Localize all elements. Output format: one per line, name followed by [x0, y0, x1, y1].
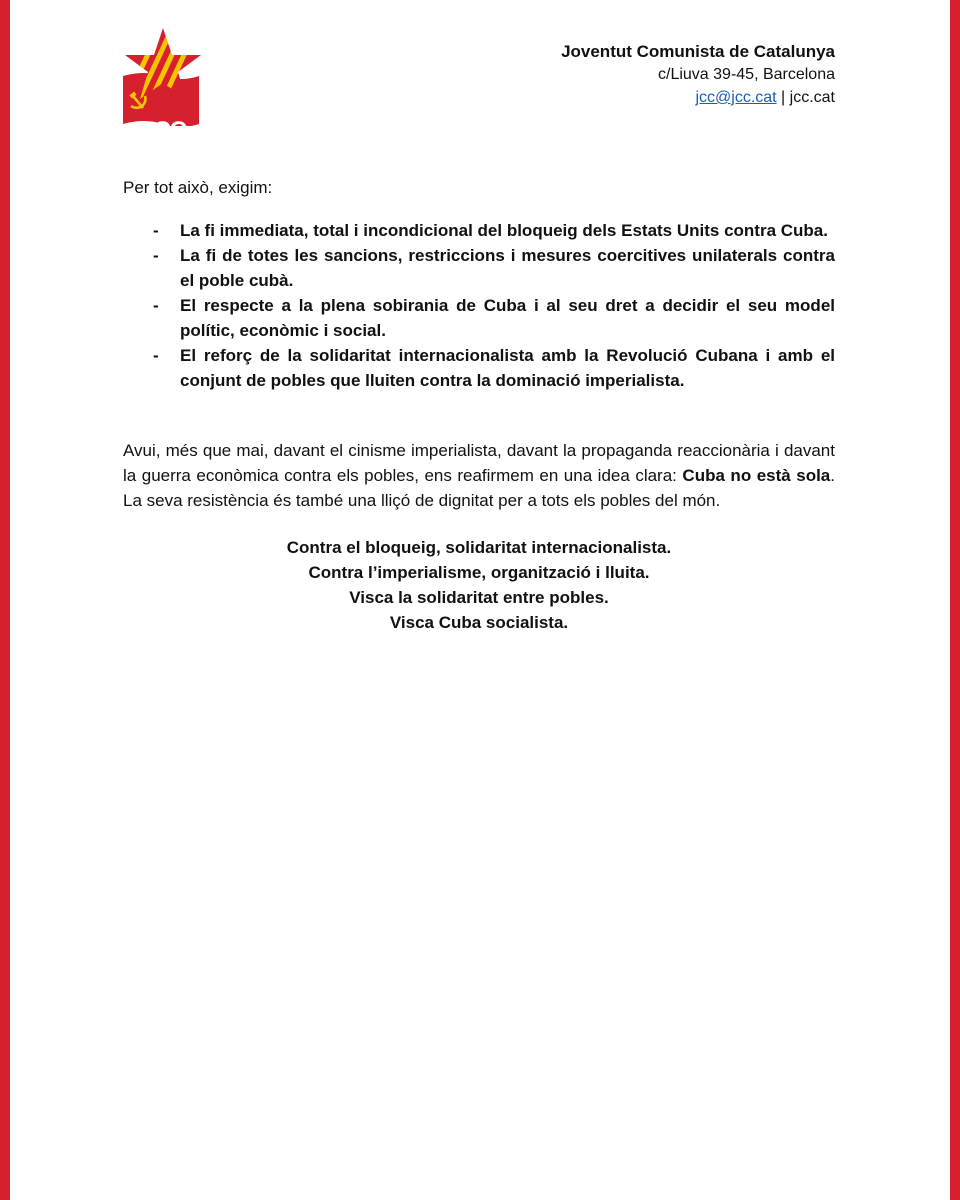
list-item	[123, 243, 835, 293]
right-border	[950, 0, 960, 1200]
closing-slogans	[123, 535, 835, 635]
paragraph-bold-text: Cuba no està sola	[682, 466, 831, 485]
slogan-line: Visca Cuba socialista.	[389, 613, 569, 632]
demand-text: El respecte a la plena sobirania de Cuba i al seu dret a decidir el seu model polític, econòmic i social.	[180, 296, 835, 340]
intro-text: Per tot això, exigim:	[123, 178, 273, 197]
email-link[interactable]: jcc@jcc.cat	[695, 89, 777, 106]
demand-text: La fi immediata, total i incondicional del bloqueig dels Estats Units contra Cuba.	[180, 221, 828, 240]
logo-text: JCC	[141, 117, 187, 144]
slogan-line: Contra l’imperialisme, organització i lluita.	[308, 563, 650, 582]
contact-separator: |	[776, 89, 790, 106]
list-item	[123, 343, 835, 393]
left-border	[0, 0, 10, 1200]
letterhead	[561, 40, 835, 109]
slogan-line: Visca la solidaritat entre pobles.	[349, 588, 609, 607]
logo-graphic	[123, 28, 203, 126]
bullet-dash: -	[153, 296, 159, 315]
bullet-dash: -	[153, 246, 159, 265]
demands-list	[123, 218, 835, 393]
body-paragraph	[123, 438, 835, 513]
paragraph-text-before: Avui, més que mai, davant el cinisme imperialista, davant la propaganda reaccionària i davant la guerra econòmica contra els pobles, ens reafirmem en una idea clara:	[123, 441, 835, 485]
demand-text: El reforç de la solidaritat internacionalista amb la Revolució Cubana i amb el conjunt de pobles que lluiten contra la dominació imperialista.	[180, 346, 835, 390]
letter-page	[123, 0, 835, 1200]
bullet-dash: -	[153, 221, 159, 240]
website: jcc.cat	[789, 89, 835, 106]
contact-line	[561, 86, 835, 109]
organization-name: Joventut Comunista de Catalunya	[561, 42, 835, 61]
list-item	[123, 293, 835, 343]
slogan-line: Contra el bloqueig, solidaritat internacionalista.	[286, 538, 672, 557]
address: c/Liuva 39-45, Barcelona	[658, 66, 835, 83]
list-item	[123, 218, 835, 243]
paragraph-text-after: . La seva resistència és també una lliçó de dignitat per a tots els pobles del món.	[123, 466, 835, 510]
demand-text: La fi de totes les sancions, restriccions i mesures coercitives unilaterals contra el poble cubà.	[180, 246, 835, 290]
bullet-dash: -	[153, 346, 159, 365]
jcc-logo	[123, 28, 203, 144]
